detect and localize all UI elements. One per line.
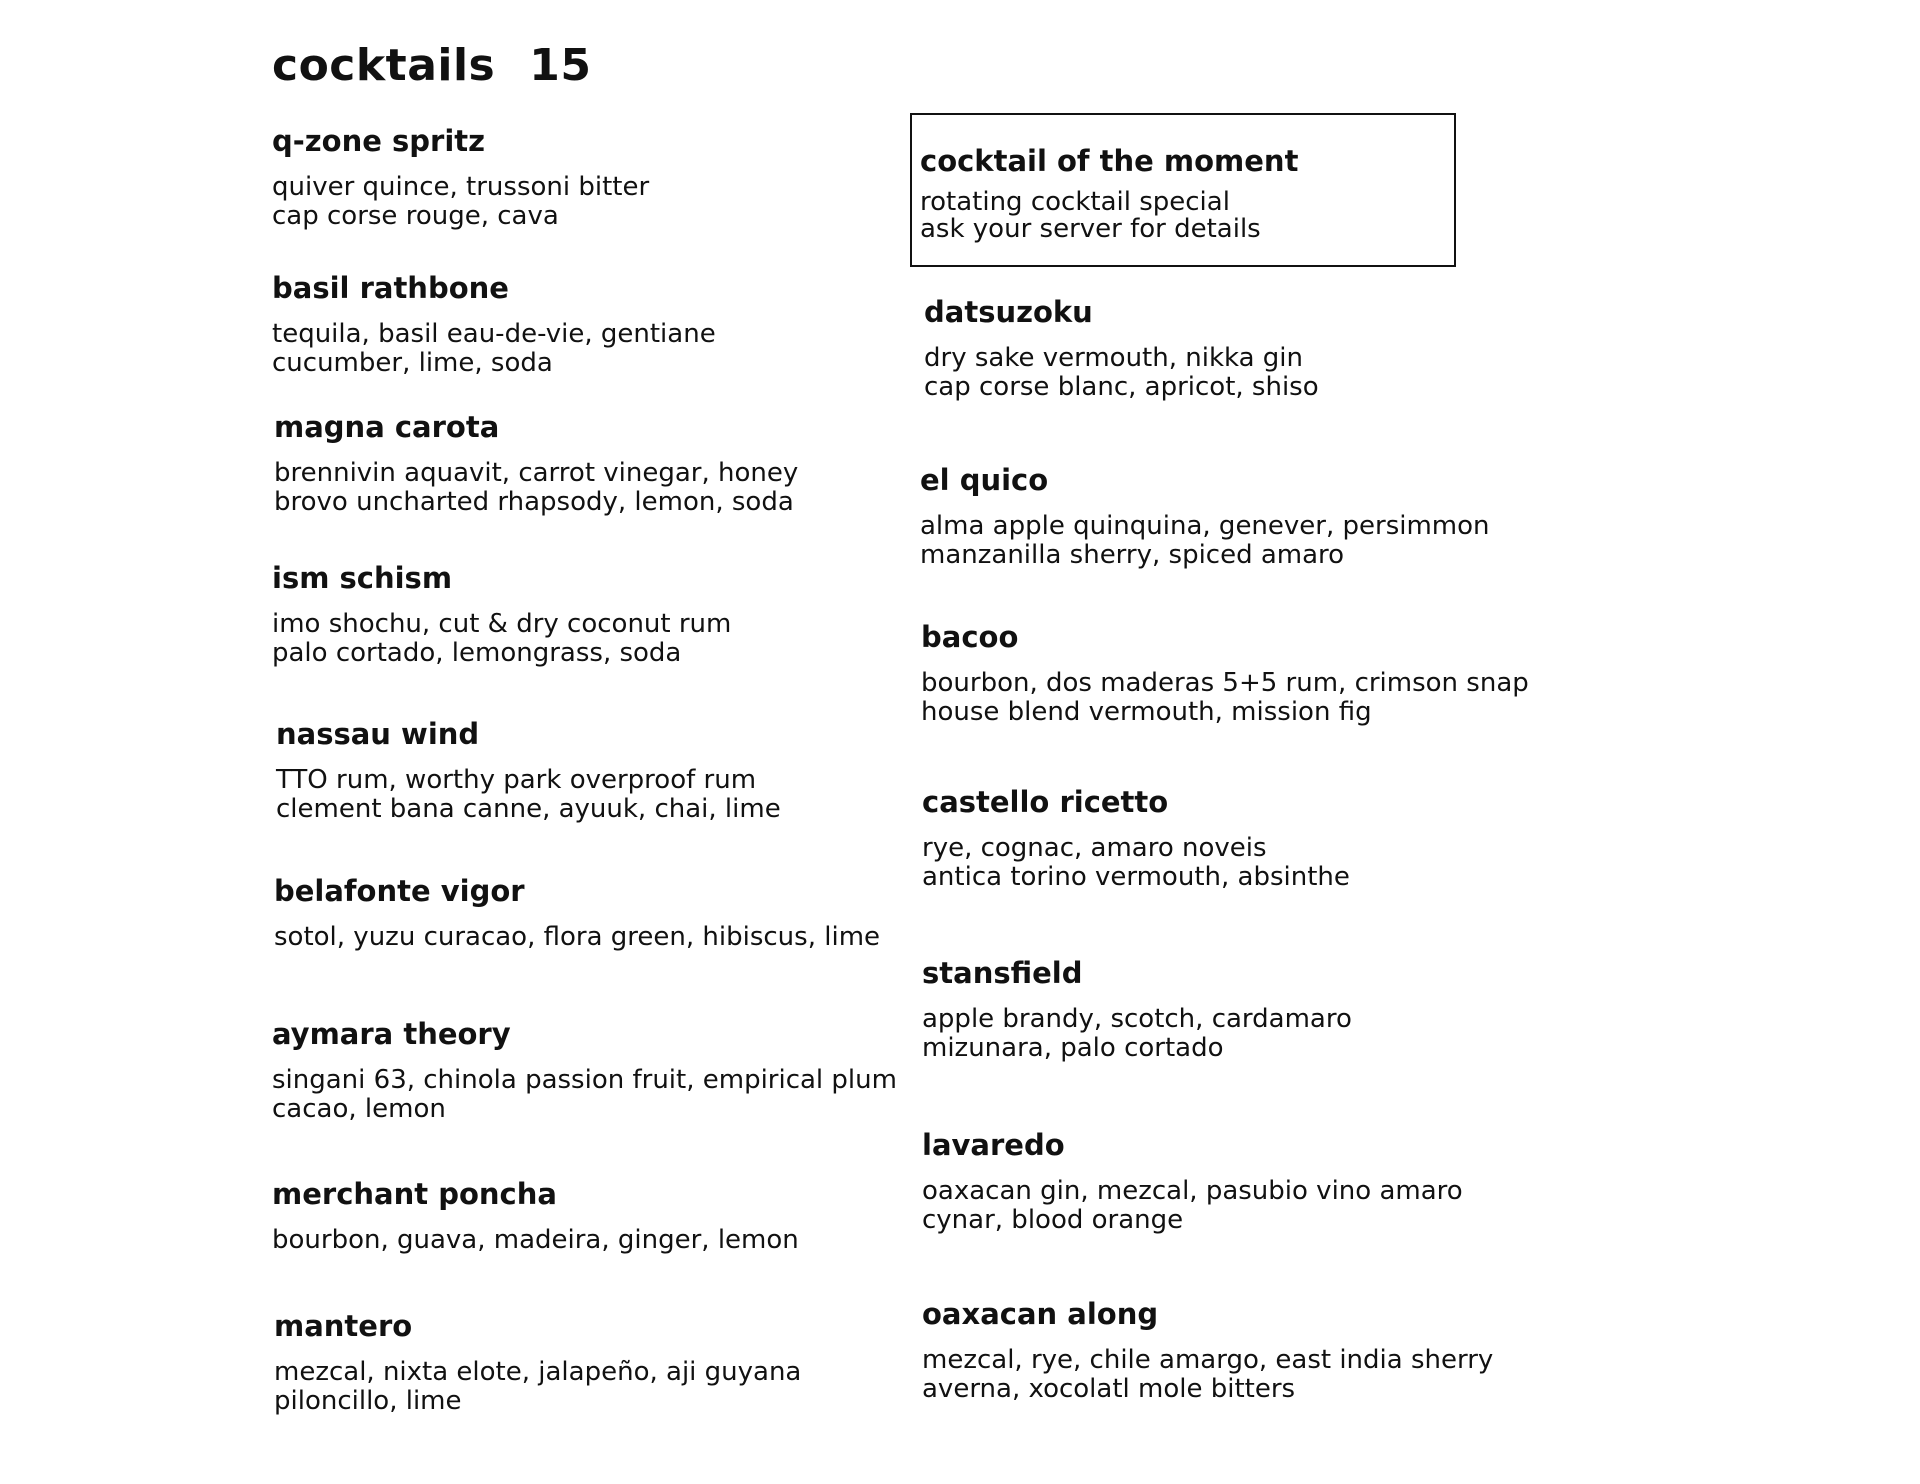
menu-item-nassau-wind: [276, 716, 916, 824]
item-ingredients: singani 63, chinola passion fruit, empirical plum: [272, 1065, 897, 1095]
item-name: magna carota: [274, 410, 500, 444]
special-description: rotating cocktail special: [920, 187, 1230, 217]
menu-item-datsuzoku: [924, 294, 1564, 402]
menu-item-stansfield: [922, 955, 1562, 1063]
menu-item-magna-carota: [274, 409, 914, 517]
menu-item-ism-schism: [272, 560, 912, 668]
item-ingredients: tequila, basil eau-de-vie, gentiane: [272, 319, 716, 349]
menu-item-basil-rathbone: [272, 270, 912, 378]
item-ingredients: cap corse rouge, cava: [272, 201, 559, 231]
item-ingredients: TTO rum, worthy park overproof rum: [276, 765, 757, 795]
item-ingredients: averna, xocolatl mole bitters: [922, 1374, 1296, 1404]
item-ingredients: cacao, lemon: [272, 1094, 446, 1124]
item-name: castello ricetto: [922, 785, 1169, 819]
item-ingredients: palo cortado, lemongrass, soda: [272, 638, 682, 668]
item-name: basil rathbone: [272, 271, 509, 305]
special-name: cocktail of the moment: [920, 144, 1299, 178]
item-name: mantero: [274, 1309, 413, 1343]
menu-item-oaxacan-along: [922, 1296, 1562, 1404]
item-ingredients: quiver quince, trussoni bitter: [272, 172, 650, 202]
item-ingredients: apple brandy, scotch, cardamaro: [922, 1004, 1352, 1034]
menu-title: [272, 40, 591, 91]
item-ingredients: brennivin aquavit, carrot vinegar, honey: [274, 458, 799, 488]
item-ingredients: bourbon, dos maderas 5+5 rum, crimson snap: [921, 668, 1529, 698]
item-name: aymara theory: [272, 1017, 511, 1051]
item-ingredients: cap corse blanc, apricot, shiso: [924, 372, 1319, 402]
item-name: el quico: [920, 463, 1049, 497]
item-ingredients: oaxacan gin, mezcal, pasubio vino amaro: [922, 1176, 1463, 1206]
item-name: datsuzoku: [924, 295, 1093, 329]
item-ingredients: house blend vermouth, mission fig: [921, 697, 1372, 727]
item-ingredients: mezcal, rye, chile amargo, east india sherry: [922, 1345, 1494, 1375]
item-name: oaxacan along: [922, 1297, 1159, 1331]
item-ingredients: manzanilla sherry, spiced amaro: [920, 540, 1345, 570]
item-name: merchant poncha: [272, 1177, 557, 1211]
item-name: lavaredo: [922, 1128, 1065, 1162]
item-ingredients: cynar, blood orange: [922, 1205, 1184, 1235]
menu-item-lavaredo: [922, 1127, 1562, 1235]
menu-title-text: cocktails: [272, 40, 496, 91]
item-ingredients: alma apple quinquina, genever, persimmon: [920, 511, 1490, 541]
item-ingredients: mizunara, palo cortado: [922, 1033, 1224, 1063]
item-ingredients: mezcal, nixta elote, jalapeño, aji guyana: [274, 1357, 802, 1387]
menu-item-castello-ricetto: [922, 784, 1562, 892]
item-ingredients: bourbon, guava, madeira, ginger, lemon: [272, 1225, 799, 1255]
item-name: belafonte vigor: [274, 874, 525, 908]
menu-item-q-zone-spritz: [272, 123, 912, 231]
item-ingredients: cucumber, lime, soda: [272, 348, 553, 378]
item-name: stansfield: [922, 956, 1083, 990]
menu-price: 15: [529, 40, 592, 91]
item-name: ism schism: [272, 561, 453, 595]
item-name: q-zone spritz: [272, 124, 486, 158]
item-ingredients: dry sake vermouth, nikka gin: [924, 343, 1304, 373]
menu-item-el-quico: [920, 462, 1560, 570]
menu-item-aymara-theory: [272, 1016, 912, 1124]
item-ingredients: rye, cognac, amaro noveis: [922, 833, 1267, 863]
item-name: bacoo: [921, 620, 1019, 654]
item-ingredients: brovo uncharted rhapsody, lemon, soda: [274, 487, 794, 517]
menu-item-merchant-poncha: [272, 1176, 912, 1255]
cocktail-of-the-moment-box: [910, 113, 1456, 267]
item-ingredients: imo shochu, cut & dry coconut rum: [272, 609, 732, 639]
item-ingredients: antica torino vermouth, absinthe: [922, 862, 1350, 892]
menu-item-bacoo: [921, 619, 1561, 727]
item-name: nassau wind: [276, 717, 480, 751]
menu-item-belafonte-vigor: [274, 873, 914, 952]
special-description: ask your server for details: [920, 214, 1261, 244]
item-ingredients: sotol, yuzu curacao, flora green, hibiscus, lime: [274, 922, 881, 952]
item-ingredients: piloncillo, lime: [274, 1386, 462, 1416]
item-ingredients: clement bana canne, ayuuk, chai, lime: [276, 794, 781, 824]
menu-item-mantero: [274, 1308, 914, 1416]
